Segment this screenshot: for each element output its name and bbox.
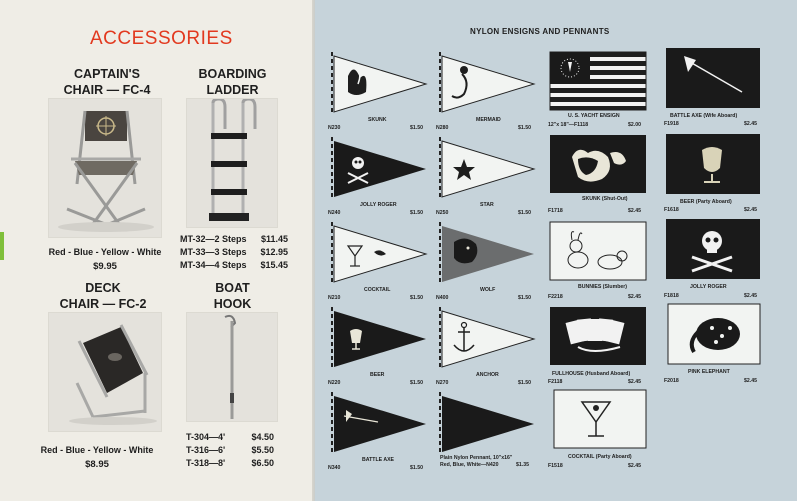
- flag-skunk: [548, 133, 652, 219]
- flag-name: JOLLY ROGER: [690, 284, 727, 290]
- flag-name: FULLHOUSE (Husband Aboard): [552, 371, 631, 377]
- pennant-name: COCKTAIL: [364, 287, 391, 293]
- pennant-code: N280: [436, 125, 449, 131]
- pennant-price: $1.50: [410, 210, 423, 216]
- pennant-name: BATTLE AXE: [362, 457, 394, 463]
- pennant-plain: [436, 392, 540, 474]
- pennant-price: $1.50: [518, 125, 531, 131]
- pennant-name: SKUNK: [368, 117, 387, 123]
- captains-chair-price: $9.95: [93, 261, 117, 272]
- flag-price: $2.45: [744, 293, 757, 299]
- ladder-option: MT-34—4 Steps $15.45: [180, 260, 288, 270]
- pennant-cocktail: [328, 222, 432, 304]
- pennant-price: $1.50: [410, 295, 423, 301]
- flag-fullhouse-graphic: [548, 305, 652, 371]
- flag-code: F2018: [664, 378, 679, 384]
- deck-chair-illustration: [49, 313, 162, 432]
- pennant-name: ANCHOR: [476, 372, 499, 378]
- flag-pink-elephant: [664, 302, 774, 388]
- flag-cocktail-graphic: [548, 388, 652, 454]
- hook-option: T-316—6' $5.50: [186, 445, 274, 455]
- deck-chair-title: DECK CHAIR — FC-2: [59, 281, 147, 311]
- flag-price: $2.45: [744, 121, 757, 127]
- flag-price: $2.45: [628, 294, 641, 300]
- flag-name: COCKTAIL (Party Aboard): [568, 454, 632, 460]
- pennant-price: $1.50: [410, 465, 423, 471]
- pennant-name: WOLF: [480, 287, 496, 293]
- pennant-mermaid: [436, 52, 540, 134]
- captains-chair-illustration: [49, 99, 162, 238]
- pennant-skunk: [328, 52, 432, 134]
- page-edge-tab: [0, 232, 4, 260]
- boarding-ladder-photo: [186, 98, 278, 228]
- accessories-page: [0, 0, 315, 501]
- pennant-jolly-roger: [328, 137, 432, 219]
- boarding-ladder-title: BOARDING LADDER: [198, 67, 267, 97]
- ladder-option: MT-32—2 Steps $11.45: [180, 234, 288, 244]
- hook-option: T-304—4' $4.50: [186, 432, 274, 442]
- boarding-ladder-illustration: [187, 99, 278, 228]
- pennant-star: [436, 137, 540, 219]
- plain-pennant-desc: Plain Nylon Pennant, 10"x16": [440, 455, 513, 461]
- pennant-battle-axe: [328, 392, 432, 474]
- flag-code: F1818: [664, 293, 679, 299]
- pennant-price: $1.50: [410, 380, 423, 386]
- pennant-price: $1.50: [518, 380, 531, 386]
- pennant-name: MERMAID: [476, 117, 501, 123]
- pennant-price: $1.50: [410, 125, 423, 131]
- flag-price: $2.45: [744, 378, 757, 384]
- ladder-option: MT-33—3 Steps $12.95: [180, 247, 288, 257]
- flag-bunnies-graphic: [548, 220, 652, 286]
- pennant-code: N240: [328, 210, 341, 216]
- pennant-name: STAR: [480, 202, 494, 208]
- flag-jolly-roger: [664, 217, 774, 303]
- ensigns-title: NYLON ENSIGNS AND PENNANTS: [470, 27, 610, 36]
- flag-size: 12"x 18"—F1118: [548, 122, 589, 128]
- flag-name: U. S. YACHT ENSIGN: [568, 113, 620, 119]
- plain-pennant-price: $1.35: [516, 462, 529, 468]
- flag-pink-elephant-graphic: [664, 302, 764, 368]
- flag-beer-graphic: [664, 132, 764, 198]
- flag-code: F2118: [548, 379, 563, 385]
- flag-battle-axe-graphic: [664, 46, 764, 112]
- flag-price: $2.45: [628, 463, 641, 469]
- pennant-code: N400: [436, 295, 449, 301]
- flag-skunk-graphic: [548, 133, 652, 199]
- flag-us-yacht-ensign: [548, 50, 652, 132]
- accessories-title: ACCESSORIES: [90, 28, 233, 49]
- pennant-code: N220: [328, 380, 341, 386]
- pennant-code: N250: [436, 210, 449, 216]
- captains-chair-title: CAPTAIN'S CHAIR — FC-4: [63, 67, 151, 97]
- pennant-code: N270: [436, 380, 449, 386]
- captains-chair-photo: [48, 98, 162, 238]
- flag-price: $2.45: [628, 379, 641, 385]
- pennant-anchor: [436, 307, 540, 389]
- pennant-code: N340: [328, 465, 341, 471]
- boat-hook-illustration: [187, 313, 278, 422]
- pennant-name: JOLLY ROGER: [360, 202, 397, 208]
- flag-code: F1518: [548, 463, 563, 469]
- flag-jolly-roger-graphic: [664, 217, 764, 283]
- flag-cocktail: [548, 388, 652, 474]
- pennant-code: N210: [328, 295, 341, 301]
- pennant-wolf: [436, 222, 540, 304]
- flag-beer: [664, 132, 774, 216]
- deck-chair-photo: [48, 312, 162, 432]
- pennant-code: N230: [328, 125, 341, 131]
- boat-hook-title: BOAT HOOK: [213, 281, 252, 311]
- hook-option: T-318—8' $6.50: [186, 458, 274, 468]
- flag-us-yacht-ensign-graphic: [548, 50, 652, 116]
- captains-chair-colors: Red - Blue - Yellow - White: [48, 247, 162, 257]
- flag-code: F1618: [664, 207, 679, 213]
- pennant-price: $1.50: [518, 295, 531, 301]
- flag-price: $2.00: [628, 122, 641, 128]
- flag-bunnies: [548, 220, 652, 304]
- boat-hook-photo: [186, 312, 278, 422]
- flag-code: F2218: [548, 294, 563, 300]
- flag-name: SKUNK (Shut-Out): [582, 196, 628, 202]
- deck-chair-price: $8.95: [85, 459, 109, 470]
- flag-battle-axe: [664, 46, 774, 130]
- flag-price: $2.45: [744, 207, 757, 213]
- plain-pennant-colors: Red, Blue, White—N420: [440, 462, 499, 468]
- flag-price: $2.45: [628, 208, 641, 214]
- flag-fullhouse: [548, 305, 652, 391]
- flag-name: BATTLE AXE (Wife Aboard): [670, 113, 738, 119]
- pennant-beer: [328, 307, 432, 389]
- flag-code: F1718: [548, 208, 563, 214]
- flag-code: F1918: [664, 121, 679, 127]
- pennant-price: $1.50: [518, 210, 531, 216]
- deck-chair-colors: Red - Blue - Yellow - White: [40, 445, 154, 455]
- flag-name: BUNNIES (Slumber): [578, 284, 627, 290]
- flag-name: BEER (Party Aboard): [680, 199, 732, 205]
- pennant-name: BEER: [370, 372, 385, 378]
- flag-name: PINK ELEPHANT: [688, 369, 730, 375]
